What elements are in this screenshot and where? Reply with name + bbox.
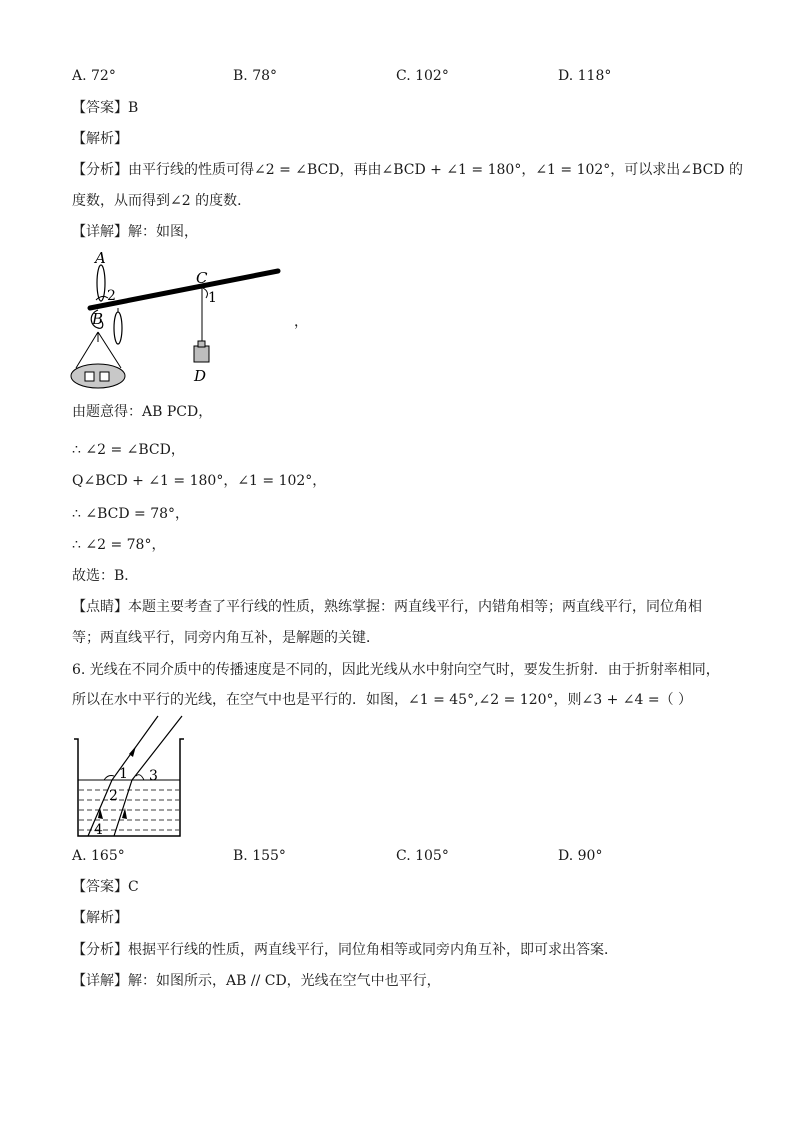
label-3: 3	[149, 768, 158, 784]
q5-option-a: A. 72°	[72, 68, 116, 84]
q5-balance-figure	[66, 248, 296, 396]
pan	[71, 364, 125, 388]
q5-option-d: D. 118°	[558, 68, 612, 84]
q6-answer: 【答案】C	[72, 879, 139, 895]
q6-analysis-heading: 【解析】	[72, 910, 128, 926]
label-d: D	[194, 367, 207, 385]
q5-dianjing-line-2: 等；两直线平行，同旁内角互补，是解题的关键．	[72, 630, 380, 646]
figure-comma: ，	[294, 314, 308, 330]
q6-beaker-figure	[70, 714, 190, 842]
q6-stem-line-2: 所以在水中平行的光线，在空气中也是平行的．如图，∠1 = 45°,∠2 = 120°，则∠3 + ∠4 =（ ）	[72, 692, 693, 708]
q5-step-2: ∴ ∠2 = ∠BCD，	[72, 442, 185, 458]
q6-option-d: D. 90°	[558, 848, 603, 864]
label-one: 1	[208, 290, 217, 306]
q5-option-b: B. 78°	[233, 68, 278, 84]
beam	[90, 271, 278, 308]
q5-fenxi-line-1: 【分析】由平行线的性质可得∠2 = ∠BCD，再由∠BCD + ∠1 = 180°，∠1 = 102°，可以求出∠BCD 的	[72, 162, 743, 178]
q5-choose: 故选：B．	[72, 568, 139, 584]
label-b: B	[92, 310, 104, 328]
q6-fenxi: 【分析】根据平行线的性质，两直线平行，同位角相等或同旁内角互补，即可求出答案．	[72, 942, 618, 958]
q6-xiangjie: 【详解】解：如图所示，AB // CD，光线在空气中也平行，	[72, 973, 441, 989]
q6-stem-line-1: 6. 光线在不同介质中的传播速度是不同的，因此光线从水中射向空气时，要发生折射．由于折射率相同，	[72, 662, 720, 678]
q5-answer: 【答案】B	[72, 100, 139, 116]
hook-a	[97, 265, 105, 301]
q5-step-1: 由题意得：AB PCD，	[72, 404, 213, 420]
label-2: 2	[109, 788, 118, 804]
weight-d	[194, 346, 209, 362]
q5-step-5: ∴ ∠2 = 78°，	[72, 537, 166, 553]
q5-step-3: Q∠BCD + ∠1 = 180°，∠1 = 102°，	[72, 473, 327, 489]
q6-option-a: A. 165°	[72, 848, 125, 864]
q5-dianjing-line-1: 【点睛】本题主要考查了平行线的性质，熟练掌握：两直线平行，内错角相等；两直线平行，同位角相	[72, 599, 702, 615]
q6-option-c: C. 105°	[396, 848, 449, 864]
q5-analysis-heading: 【解析】	[72, 131, 128, 147]
label-a: A	[95, 249, 106, 267]
q5-step-4: ∴ ∠BCD = 78°，	[72, 506, 190, 522]
label-4: 4	[94, 822, 103, 838]
q5-fenxi-line-2: 度数，从而得到∠2 的度数．	[72, 193, 252, 209]
q5-option-c: C. 102°	[396, 68, 449, 84]
side-weight	[114, 312, 122, 344]
label-1: 1	[119, 766, 128, 782]
q5-xiangjie: 【详解】解：如图，	[72, 224, 198, 240]
q6-option-b: B. 155°	[233, 848, 286, 864]
label-two: 2	[107, 288, 116, 304]
label-c: C	[196, 269, 208, 287]
